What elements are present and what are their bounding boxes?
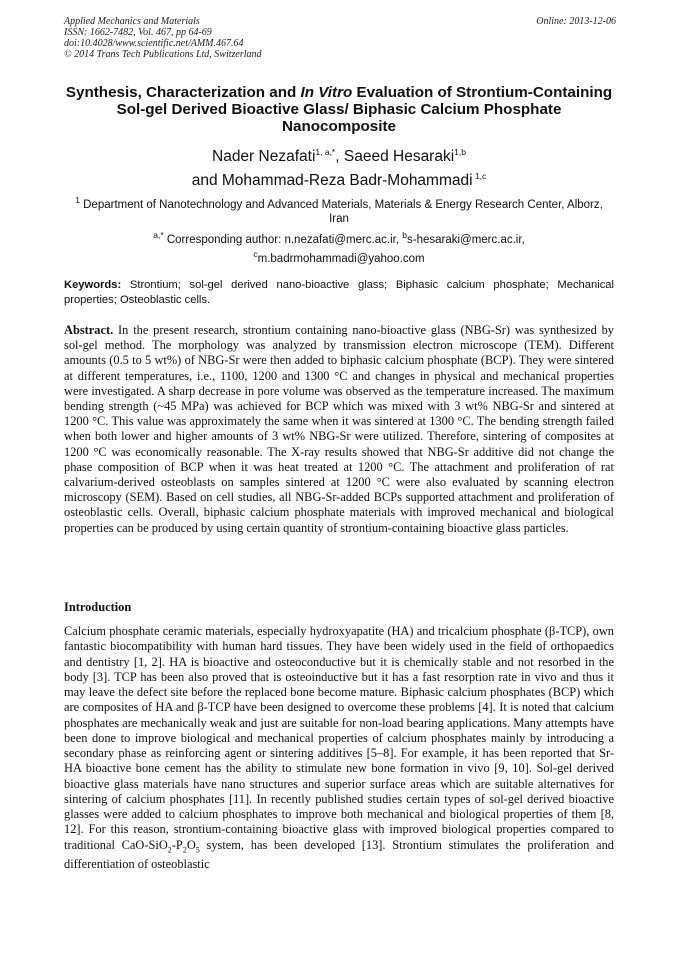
keywords — [64, 278, 614, 307]
abstract-label: Abstract. — [64, 323, 114, 337]
author-line-2 — [60, 167, 618, 190]
author-1-sup: 1, a,* — [315, 147, 336, 157]
intro-text-2: system, has been developed [13]. Strontium stimulates the proliferation and differentiation of osteoblastic — [64, 837, 614, 872]
issn-line: ISSN: 1662-7482, Vol. 467, pp 64-69 — [64, 27, 212, 38]
journal-name: Applied Mechanics and Materials — [64, 16, 200, 27]
title-part-2: Evaluation of Strontium-Containing Sol-gel Derived Bioactive Glass/ Biphasic Calcium Phosphate Nanocomposite — [116, 84, 613, 135]
affiliation — [64, 193, 614, 227]
intro-sub-3: 5 — [195, 844, 200, 854]
keywords-label: Keywords: — [64, 279, 122, 291]
intro-sub-2: 2 — [182, 844, 187, 854]
keywords-text: Strontium; sol-gel derived nano-bioactive glass; Biphasic calcium phosphate; Mechanical properties; Osteoblastic cells. — [64, 279, 614, 306]
abstract — [64, 323, 614, 536]
email-b-sup: b — [402, 230, 407, 240]
author-3: Mohammad-Reza Badr-Mohammadi — [221, 172, 473, 190]
journal-header — [64, 16, 262, 60]
email-b: s-hesaraki@merc.ac.ir, — [406, 233, 525, 246]
intro-sub-1: 2 — [167, 844, 172, 854]
doi-line: doi:10.4028/www.scientific.net/AMM.467.64 — [64, 38, 244, 49]
email-c: m.badrmohammadi@yahoo.com — [257, 253, 425, 266]
intro-text-1: Calcium phosphate ceramic materials, especially hydroxyapatite (HA) and tricalcium phosphate (β-TCP), own fantastic biocompatibility with human hard tissues. They have been widely used in the field of orthopaedics and dentistry [1, 2]. HA is bioactive and osteoconductive but it is chemically stable and not resorbed in the body [3]. TCP has been also proved that is osteoinductive but it has a fast resorption rate in vivo and thus it may leave the defect site before the replaced bone become mature. Biphasic calcium phosphates (BCP) which are composites of HA and β-TCP have been designed to overcome these problems [4]. It is noted that calcium phosphates are mechanically weak and just are suitable for non-load bearing applications. Many attempts have been done to improve biological and mechanical properties of calcium phosphates mainly by introducing a secondary phase as reinforcing agent or sintering additives [5–8]. For example, it has been reported that Sr-HA bioactive bone cement has the ability to stimulate new bone formation in vivo [9, 10]. Sol-gel derived bioactive glass materials have nano structures and superior surface areas which are suitable alternatives for sintering of calcium phosphates [11]. In recently published studies certain types of sol-gel derived bioactive glasses were added to calcium phosphates to improve both mechanical and biological properties of them [8, 12]. For this reason, strontium-containing bioactive glass with improved biological properties compared to traditional CaO-SiO — [64, 624, 614, 852]
author-1: Nader Nezafati — [212, 148, 316, 166]
introduction-heading: Introduction — [64, 600, 132, 614]
author-and: and — [191, 172, 222, 190]
corr-sup: a,* — [153, 230, 164, 240]
author-2-sup: 1,b — [454, 147, 466, 157]
email-c-sup: c — [253, 249, 258, 260]
title-italic: In Vitro — [300, 84, 353, 101]
title-part-1: Synthesis, Characterization and — [65, 84, 301, 101]
corr-text: Corresponding author: n.nezafati@merc.ac.ir, — [163, 233, 403, 246]
author-line-1 — [60, 143, 618, 166]
affiliation-sup: 1 — [75, 195, 80, 205]
online-date: Online: 2013-12-06 — [536, 16, 616, 27]
copyright-line: © 2014 Trans Tech Publications Ltd, Switzerland — [64, 49, 262, 60]
paper-title — [60, 84, 618, 135]
author-separator: , — [335, 148, 344, 166]
corresponding-author — [64, 228, 614, 267]
author-3-sup: 1,c — [472, 171, 487, 181]
introduction-text — [64, 624, 614, 872]
author-2: Saeed Hesaraki — [343, 148, 455, 166]
intro-mid-1: -P — [171, 837, 183, 852]
abstract-text: In the present research, strontium containing nano-bioactive glass (NBG-Sr) was synthesized by sol-gel method. The morphology was analyzed by transmission electron microscope (TEM). Different amounts (0.5 to 5 wt%) of NBG-Sr were then added to biphasic calcium phosphate (BCP). They were sintered at different temperatures, i.e., 1100, 1200 and 1300 °C and changes in physical and mechanical properties were investigated. A sharp decrease in pore volume was observed as the temperature increased. The maximum bending strength (~45 MPa) was achieved for BCP which was mixed with 3 wt% NBG-Sr and sintered at 1200 °C. This value was approximately the same when it was sintered at 1300 °C. The bending strength failed when both lower and higher amounts of 3 wt% NBG-Sr were utilized. Therefore, sintering of composites at 1200 °C was economically reasonable. The X-ray results showed that NBG-Sr additive did not change the phase composition of BCP when it was heat treated at 1200 °C. The attachment and proliferation of rat calvarium-derived osteoblasts on samples sintered at 1200 °C were also evaluated by scanning electron microscopy (SEM). Based on cell studies, all NBG-Sr-added BCPs supported attachment and proliferation of osteoblastic cells. Overall, biphasic calcium phosphate materials with improved mechanical and biological properties can be produced by using certain quantity of strontium-containing bioactive glass particles. — [64, 323, 614, 535]
affiliation-text: Department of Nanotechnology and Advanced Materials, Materials & Energy Research Center, Alborz, Iran — [79, 198, 603, 226]
intro-mid-2: O — [186, 837, 196, 852]
